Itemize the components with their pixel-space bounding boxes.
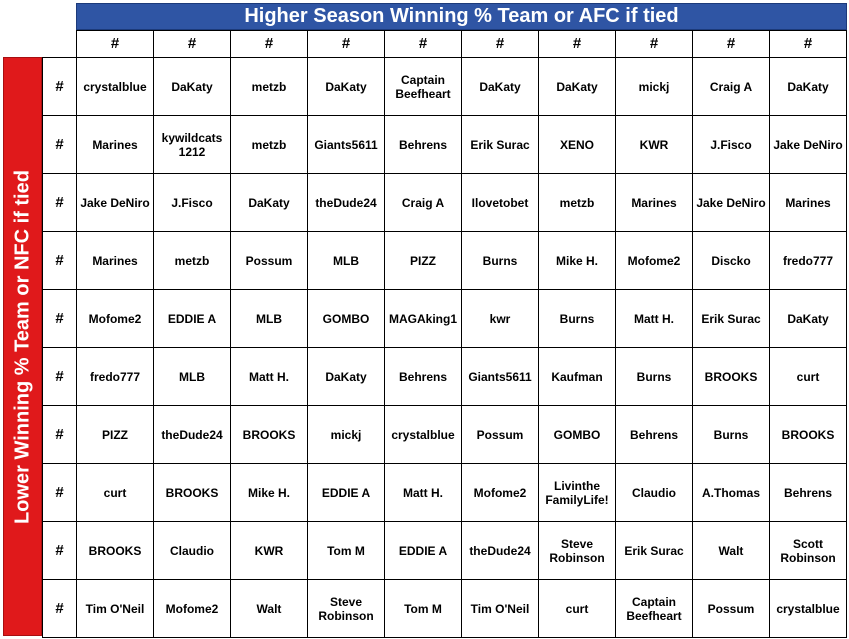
square-cell: Marines [77, 232, 154, 290]
square-cell: curt [77, 464, 154, 522]
square-cell: theDude24 [462, 522, 539, 580]
square-cell: Discko [693, 232, 770, 290]
square-cell: Marines [770, 174, 847, 232]
grid-row-2 [43, 116, 847, 174]
column-header-2: # [154, 31, 231, 58]
column-header-7: # [539, 31, 616, 58]
square-cell: crystalblue [77, 58, 154, 116]
square-cell: MLB [231, 290, 308, 348]
top-team-banner [76, 3, 847, 30]
square-cell: theDude24 [308, 174, 385, 232]
square-cell: DaKaty [770, 58, 847, 116]
grid-corner [43, 31, 77, 58]
square-cell: curt [770, 348, 847, 406]
square-cell: BROOKS [693, 348, 770, 406]
column-header-3: # [231, 31, 308, 58]
square-cell: metzb [231, 58, 308, 116]
square-cell: Giants5611 [308, 116, 385, 174]
square-cell: Craig A [385, 174, 462, 232]
row-header-9: # [43, 522, 77, 580]
square-cell: Possum [462, 406, 539, 464]
square-cell: BROOKS [770, 406, 847, 464]
square-cell: GOMBO [308, 290, 385, 348]
square-cell: kwr [462, 290, 539, 348]
square-cell: Matt H. [385, 464, 462, 522]
square-cell: Behrens [385, 116, 462, 174]
square-cell: kywildcats 1212 [154, 116, 231, 174]
square-cell: DaKaty [462, 58, 539, 116]
square-cell: Walt [693, 522, 770, 580]
square-cell: Mofome2 [154, 580, 231, 638]
square-cell: A.Thomas [693, 464, 770, 522]
square-cell: Ilovetobet [462, 174, 539, 232]
square-cell: PIZZ [77, 406, 154, 464]
square-cell: BROOKS [77, 522, 154, 580]
square-cell: Behrens [770, 464, 847, 522]
square-cell: DaKaty [770, 290, 847, 348]
square-cell: Mofome2 [77, 290, 154, 348]
square-cell: BROOKS [154, 464, 231, 522]
row-header-4: # [43, 232, 77, 290]
square-cell: Burns [539, 290, 616, 348]
square-cell: Erik Surac [616, 522, 693, 580]
square-cell: mickj [616, 58, 693, 116]
square-cell: Captain Beefheart [616, 580, 693, 638]
grid-row-9 [43, 522, 847, 580]
square-cell: Mike H. [539, 232, 616, 290]
side-banner-title: Lower Winning % Team or NFC if tied [11, 169, 33, 524]
square-cell: DaKaty [539, 58, 616, 116]
square-cell: EDDIE A [308, 464, 385, 522]
grid-row-8 [43, 464, 847, 522]
square-cell: MLB [154, 348, 231, 406]
side-team-banner [3, 57, 42, 636]
row-header-1: # [43, 58, 77, 116]
square-cell: XENO [539, 116, 616, 174]
square-cell: Possum [231, 232, 308, 290]
square-cell: Steve Robinson [308, 580, 385, 638]
column-header-6: # [462, 31, 539, 58]
square-cell: Captain Beefheart [385, 58, 462, 116]
square-cell: J.Fisco [693, 116, 770, 174]
grid-row-5 [43, 290, 847, 348]
column-header-10: # [770, 31, 847, 58]
square-cell: Walt [231, 580, 308, 638]
square-cell: theDude24 [154, 406, 231, 464]
square-cell: Matt H. [616, 290, 693, 348]
square-cell: Tom M [385, 580, 462, 638]
square-cell: PIZZ [385, 232, 462, 290]
square-cell: EDDIE A [385, 522, 462, 580]
column-header-5: # [385, 31, 462, 58]
square-cell: Possum [693, 580, 770, 638]
square-cell: Craig A [693, 58, 770, 116]
square-cell: Scott Robinson [770, 522, 847, 580]
square-cell: MAGAking1 [385, 290, 462, 348]
square-cell: Burns [693, 406, 770, 464]
square-cell: Claudio [616, 464, 693, 522]
squares-grid [42, 30, 847, 638]
row-header-10: # [43, 580, 77, 638]
row-header-8: # [43, 464, 77, 522]
square-cell: MLB [308, 232, 385, 290]
square-cell: DaKaty [308, 58, 385, 116]
square-cell: metzb [154, 232, 231, 290]
square-cell: Marines [616, 174, 693, 232]
square-cell: Tom M [308, 522, 385, 580]
row-header-5: # [43, 290, 77, 348]
grid-row-3 [43, 174, 847, 232]
column-header-1: # [77, 31, 154, 58]
square-cell: J.Fisco [154, 174, 231, 232]
square-cell: Giants5611 [462, 348, 539, 406]
column-header-9: # [693, 31, 770, 58]
grid-row-6 [43, 348, 847, 406]
square-cell: Kaufman [539, 348, 616, 406]
column-header-8: # [616, 31, 693, 58]
square-cell: Burns [462, 232, 539, 290]
row-header-3: # [43, 174, 77, 232]
row-header-6: # [43, 348, 77, 406]
square-cell: fredo777 [770, 232, 847, 290]
square-cell: BROOKS [231, 406, 308, 464]
square-cell: metzb [231, 116, 308, 174]
column-header-4: # [308, 31, 385, 58]
grid-row-4 [43, 232, 847, 290]
row-header-2: # [43, 116, 77, 174]
square-cell: fredo777 [77, 348, 154, 406]
square-cell: Livinthe FamilyLife! [539, 464, 616, 522]
square-cell: metzb [539, 174, 616, 232]
grid-row-10 [43, 580, 847, 638]
square-cell: Mofome2 [462, 464, 539, 522]
square-cell: Jake DeNiro [77, 174, 154, 232]
grid-row-1 [43, 58, 847, 116]
row-header-7: # [43, 406, 77, 464]
square-cell: Steve Robinson [539, 522, 616, 580]
column-header-row [43, 31, 847, 58]
square-cell: Erik Surac [462, 116, 539, 174]
square-cell: Behrens [616, 406, 693, 464]
square-cell: GOMBO [539, 406, 616, 464]
square-cell: Mofome2 [616, 232, 693, 290]
square-cell: mickj [308, 406, 385, 464]
square-cell: curt [539, 580, 616, 638]
square-cell: crystalblue [770, 580, 847, 638]
square-cell: Mike H. [231, 464, 308, 522]
square-cell: DaKaty [154, 58, 231, 116]
square-cell: Tim O'Neil [77, 580, 154, 638]
square-cell: Tim O'Neil [462, 580, 539, 638]
square-cell: Marines [77, 116, 154, 174]
square-cell: Jake DeNiro [693, 174, 770, 232]
square-cell: crystalblue [385, 406, 462, 464]
square-cell: Matt H. [231, 348, 308, 406]
square-cell: Burns [616, 348, 693, 406]
square-cell: EDDIE A [154, 290, 231, 348]
square-cell: DaKaty [308, 348, 385, 406]
square-cell: Behrens [385, 348, 462, 406]
square-cell: KWR [231, 522, 308, 580]
square-cell: Jake DeNiro [770, 116, 847, 174]
square-cell: Erik Surac [693, 290, 770, 348]
top-banner-title: Higher Season Winning % Team or AFC if tied [244, 5, 679, 27]
grid-row-7 [43, 406, 847, 464]
square-cell: DaKaty [231, 174, 308, 232]
square-cell: KWR [616, 116, 693, 174]
square-cell: Claudio [154, 522, 231, 580]
